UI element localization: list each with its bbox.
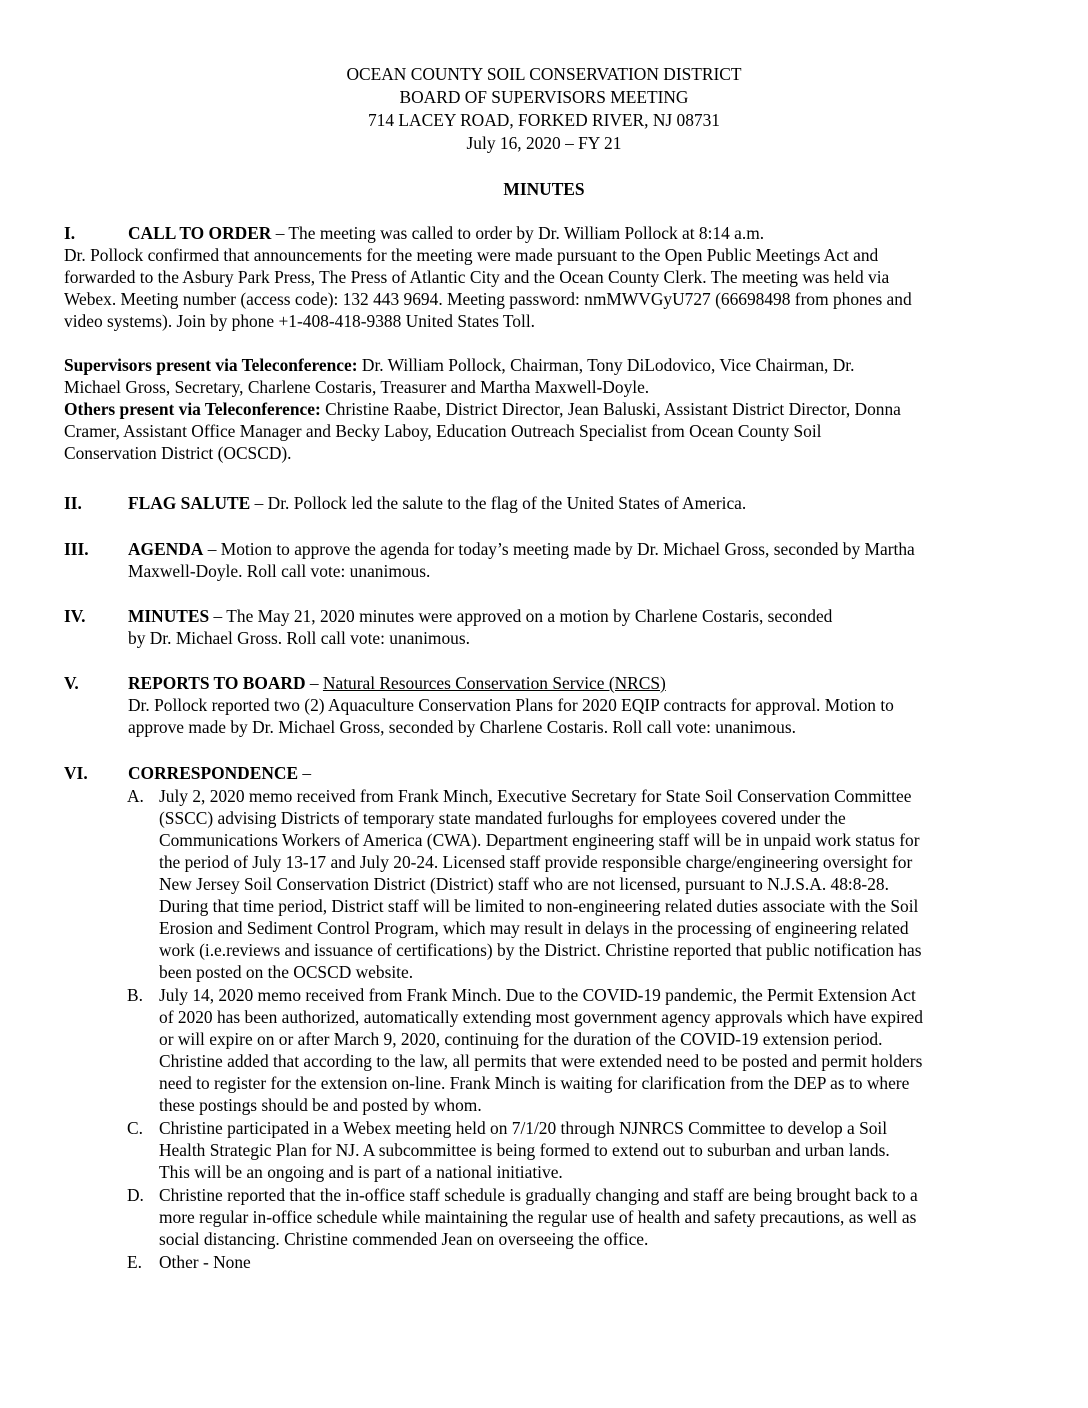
list-item-text: Christine reported that the in-office staff schedule is gradually changing and staff are being brought back to a	[159, 1185, 918, 1205]
section-text: Maxwell-Doyle. Roll call vote: unanimous.	[128, 561, 431, 581]
section-reports	[64, 672, 1044, 694]
list-item-text: of 2020 has been authorized, automatically extending most government agency approvals which have expired	[159, 1007, 923, 1027]
section-text: – Motion to approve the agenda for today’s meeting made by Dr. Michael Gross, seconded by Martha	[203, 539, 915, 559]
section-heading: FLAG SALUTE	[128, 493, 251, 513]
list-item-letter: B.	[127, 985, 143, 1005]
section-number: IV.	[64, 606, 86, 626]
section-heading: CALL TO ORDER	[128, 223, 272, 243]
section-agenda-cont	[128, 560, 1048, 582]
list-item-text: Communications Workers of America (CWA). Department engineering staff will be in unpaid work status for	[159, 830, 920, 850]
others-text: Cramer, Assistant Office Manager and Becky Laboy, Education Outreach Specialist from Ocean County Soil	[64, 421, 822, 441]
list-item-text: the period of July 13-17 and July 20-24. Licensed staff provide responsible charge/engineering oversight for	[159, 852, 913, 872]
section-minutes	[64, 605, 1044, 627]
header-organization: OCEAN COUNTY SOIL CONSERVATION DISTRICT	[346, 64, 742, 84]
list-item	[127, 785, 1039, 983]
section-heading: AGENDA	[128, 539, 204, 559]
section-heading: MINUTES	[128, 606, 210, 626]
section-number: II.	[64, 493, 82, 513]
header-address: 714 LACEY ROAD, FORKED RIVER, NJ 08731	[367, 110, 720, 130]
others-text: Christine Raabe, District Director, Jean Baluski, Assistant District Director, Donna	[320, 399, 901, 419]
list-item-text: Health Strategic Plan for NJ. A subcommittee is being formed to extend out to suburban and urban lands.	[159, 1140, 890, 1160]
list-item	[127, 1117, 1039, 1183]
list-item-letter: E.	[127, 1252, 142, 1272]
section-text: – The meeting was called to order by Dr. William Pollock at 8:14 a.m.	[271, 223, 765, 243]
section-text: Webex. Meeting number (access code): 132 443 9694. Meeting password: nmMWVGyU727 (66698498 from phones and	[64, 289, 912, 309]
section-reports-body	[128, 694, 1048, 738]
section-number: VI.	[64, 763, 88, 783]
section-heading: CORRESPONDENCE	[128, 763, 299, 783]
list-item-text: July 14, 2020 memo received from Frank Minch. Due to the COVID-19 pandemic, the Permit Extension Act	[159, 985, 916, 1005]
list-item-text: (SSCC) advising Districts of temporary state mandated furloughs for employees covered under the	[159, 808, 846, 828]
section-text: Dr. Pollock reported two (2) Aquaculture Conservation Plans for 2020 EQIP contracts for approval. Motion to	[128, 695, 894, 715]
section-text: video systems). Join by phone +1-408-418-9388 United States Toll.	[64, 311, 536, 331]
section-number: I.	[64, 223, 76, 243]
section-agenda	[64, 538, 1044, 560]
list-item-text: or will expire on or after March 9, 2020, continuing for the duration of the COVID-19 extension period.	[159, 1029, 883, 1049]
section-number: III.	[64, 539, 89, 559]
supervisors-label: Supervisors present via Teleconference:	[64, 355, 358, 375]
attendance	[64, 354, 1044, 464]
section-dash: –	[305, 673, 323, 693]
list-item-text: been posted on the OCSCD website.	[159, 962, 414, 982]
section-text: forwarded to the Asbury Park Press, The Press of Atlantic City and the Ocean County Clerk. The meeting was held via	[64, 267, 890, 287]
section-text: approve made by Dr. Michael Gross, seconded by Charlene Costaris. Roll call vote: unanimous.	[128, 717, 796, 737]
list-item-text: July 2, 2020 memo received from Frank Minch, Executive Secretary for State Soil Conservation Committee	[159, 786, 912, 806]
nrcs-heading: Natural Resources Conservation Service (NRCS)	[322, 673, 666, 693]
list-item-text: Other - None	[159, 1252, 251, 1272]
section-minutes-cont	[128, 627, 1048, 649]
supervisors-text: Dr. William Pollock, Chairman, Tony DiLodovico, Vice Chairman, Dr.	[357, 355, 855, 375]
document-header	[0, 63, 1088, 155]
list-item-letter: D.	[127, 1185, 144, 1205]
section-text: – The May 21, 2020 minutes were approved on a motion by Charlene Costaris, seconded	[209, 606, 833, 626]
list-item	[127, 984, 1039, 1116]
section-heading: REPORTS TO BOARD	[128, 673, 306, 693]
list-item-text: This will be an ongoing and is part of a national initiative.	[159, 1162, 563, 1182]
list-item-text: Christine participated in a Webex meeting held on 7/1/20 through NJNRCS Committee to develop a Soil	[159, 1118, 888, 1138]
section-dash: –	[298, 763, 312, 783]
header-meeting-type: BOARD OF SUPERVISORS MEETING	[399, 87, 689, 107]
others-text: Conservation District (OCSCD).	[64, 443, 292, 463]
list-item-text: Christine added that according to the law, all permits that were extended need to be posted and permit holders	[159, 1051, 923, 1071]
section-text: by Dr. Michael Gross. Roll call vote: unanimous.	[128, 628, 470, 648]
list-item	[127, 1251, 1039, 1273]
list-item-text: more regular in-office schedule while maintaining the regular use of health and safety precautions, as well as	[159, 1207, 917, 1227]
list-item-text: work (i.e.reviews and issuance of certifications) by the District. Christine reported that public notification has	[159, 940, 922, 960]
section-number: V.	[64, 673, 79, 693]
section-correspondence	[64, 762, 1044, 784]
header-date: July 16, 2020 – FY 21	[466, 133, 622, 153]
document-title: MINUTES	[503, 179, 585, 199]
list-item-text: Erosion and Sediment Control Program, which may result in delays in the processing of engineering related	[159, 918, 909, 938]
list-item-text: social distancing. Christine commended Jean on overseeing the office.	[159, 1229, 649, 1249]
section-call-to-order	[64, 222, 1044, 332]
list-item-letter: C.	[127, 1118, 143, 1138]
list-item-text: New Jersey Soil Conservation District (District) staff who are not licensed, pursuant to N.J.S.A. 48:8-28.	[159, 874, 889, 894]
list-item-text: these postings should be and posted by whom.	[159, 1095, 482, 1115]
list-item-letter: A.	[127, 786, 144, 806]
list-item	[127, 1184, 1039, 1250]
list-item-text: During that time period, District staff will be limited to non-engineering related duties associate with the Soil	[159, 896, 919, 916]
section-text: – Dr. Pollock led the salute to the flag of the United States of America.	[250, 493, 747, 513]
section-flag-salute	[64, 492, 1044, 514]
section-text: Dr. Pollock confirmed that announcements for the meeting were made pursuant to the Open Public Meetings Act and	[64, 245, 879, 265]
others-label: Others present via Teleconference:	[64, 399, 321, 419]
list-item-text: need to register for the extension on-line. Frank Minch is waiting for clarification from the DEP as to where	[159, 1073, 910, 1093]
supervisors-text: Michael Gross, Secretary, Charlene Costaris, Treasurer and Martha Maxwell-Doyle.	[64, 377, 650, 397]
